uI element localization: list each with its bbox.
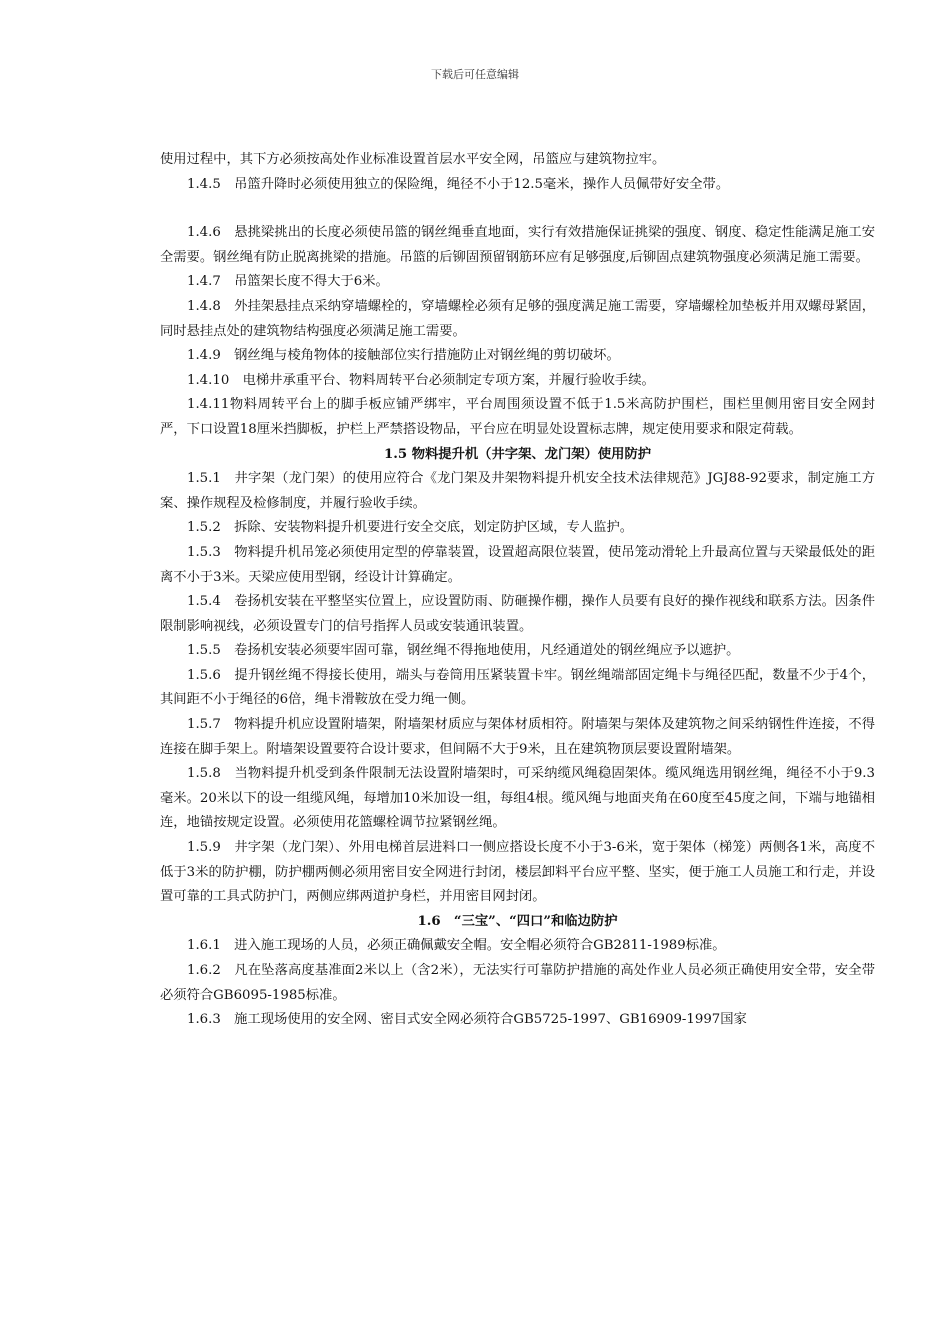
clause-1-4-11: 1.4.11物料周转平台上的脚手板应铺严绑牢，平台周围须设置不低于1.5米高防护围栏，围栏里侧用密目安全网封严，下口设置18厘米挡脚板，护栏上严禁搭设物品，平台应在明显处设置标志牌，规定使用要求和限定荷载。: [160, 397, 875, 437]
clause-1-5-7: 1.5.7 物料提升机应设置附墙架，附墙架材质应与架体材质相符。附墙架与架体及建筑物之间采纳钢性件连接，不得连接在脚手架上。附墙架设置要符合设计要求，但间隔不大于9米，且在建筑物顶层要设置附墙架。: [160, 717, 875, 757]
clause-1-4-5: 1.4.5 吊篮升降时必须使用独立的保险绳，绳径不小于12.5毫米，操作人员佩带好安全带。: [187, 176, 730, 192]
clause-1-5-1: 1.5.1 井字架（龙门架）的使用应符合《龙门架及井架物料提升机安全技术法律规范》JGJ88-92要求，制定施工方案、操作规程及检修制度，并履行验收手续。: [160, 471, 875, 511]
clause-1-5-9: 1.5.9 井字架（龙门架）、外用电梯首层进料口一侧应搭设长度不小于3-6米，宽于架体（梯笼）两侧各1米，高度不低于3米的防护棚，防护棚两侧必须用密目安全网进行封闭，楼层卸料平台应平整、坚实，便于施工人员施工和行走，并设置可靠的工具式防护门，两侧应绑两道护身栏，并用密目网封闭。: [160, 840, 875, 905]
clause-1-5-8: 1.5.8 当物料提升机受到条件限制无法设置附墙架时，可采纳缆风绳稳固架体。缆风绳选用钢丝绳，绳径不小于9.3毫米。20米以下的设一组缆风绳，每增加10米加设一组，每组4根。缆风绳与地面夹角在60度至45度之间，下端与地锚相连，地锚按规定设置。必须使用花篮螺栓调节拉紧钢丝绳。: [160, 766, 875, 831]
clause-1-4-7: 1.4.7 吊篮架长度不得大于6米。: [187, 274, 389, 290]
clause-1-5-2: 1.5.2 拆除、安装物料提升机要进行安全交底，划定防护区域，专人监护。: [187, 520, 634, 536]
clause-1-6-2: 1.6.2 凡在坠落高度基准面2米以上（含2米），无法实行可靠防护措施的高处作业人员必须正确使用安全带，安全带必须符合GB6095-1985标准。: [160, 963, 875, 1003]
clause-1-5-5: 1.5.5 卷扬机安装必须要牢固可靠，钢丝绳不得拖地使用，凡经通道处的钢丝绳应予以遮护。: [187, 643, 740, 659]
spacer: [160, 197, 875, 221]
clause-1-6-1: 1.6.1 进入施工现场的人员，必须正确佩戴安全帽。安全帽必须符合GB2811-1989标准。: [187, 938, 726, 954]
section-heading-1-6: 1.6 “三宝”、“四口”和临边防护: [417, 913, 618, 929]
section-heading-1-5: 1.5 物料提升机（井字架、龙门架）使用防护: [383, 446, 652, 462]
clause-1-6-3: 1.6.3 施工现场使用的安全网、密目式安全网必须符合GB5725-1997、GB16909-1997国家: [187, 1012, 747, 1028]
clause-1-5-6: 1.5.6 提升钢丝绳不得接长使用，端头与卷筒用压紧装置卡牢。钢丝绳端部固定绳卡与绳径匹配，数量不少于4个，其间距不小于绳径的6倍，绳卡滑鞍放在受力绳一侧。: [160, 667, 875, 708]
document-body: [160, 148, 875, 1033]
clause-1-4-9: 1.4.9 钢丝绳与棱角物体的接触部位实行措施防止对钢丝绳的剪切破坏。: [187, 348, 620, 364]
clause-1-4-10: 1.4.10 电梯井承重平台、物料周转平台必须制定专项方案，并履行验收手续。: [187, 372, 655, 388]
paragraph: 使用过程中，其下方必须按高处作业标准设置首层水平安全网，吊篮应与建筑物拉牢。: [160, 152, 666, 167]
clause-1-4-8: 1.4.8 外挂架悬挂点采纳穿墙螺栓的，穿墙螺栓必须有足够的强度满足施工需要，穿墙螺栓加垫板并用双螺母紧固，同时悬挂点处的建筑物结构强度必须满足施工需要。: [160, 298, 875, 339]
clause-1-5-4: 1.5.4 卷扬机安装在平整坚实位置上，应设置防雨、防砸操作棚，操作人员要有良好的操作视线和联系方法。因条件限制影响视线，必须设置专门的信号指挥人员或安装通讯装置。: [160, 594, 875, 634]
page-header-note: 下载后可任意编辑: [431, 68, 519, 81]
clause-1-5-3: 1.5.3 物料提升机吊笼必须使用定型的停靠装置，设置超高限位装置，使吊笼动滑轮上升最高位置与天梁最低处的距离不小于3米。天梁应使用型钢，经设计计算确定。: [160, 544, 875, 585]
clause-1-4-6: 1.4.6 悬挑梁挑出的长度必须使吊篮的钢丝绳垂直地面，实行有效措施保证挑梁的强度、钢度、稳定性能满足施工安全需要。钢丝绳有防止脱离挑梁的措施。吊篮的后铆固预留钢筋环应有足够强度,后铆固点建筑物强度必须满足施工需要。: [160, 225, 875, 265]
